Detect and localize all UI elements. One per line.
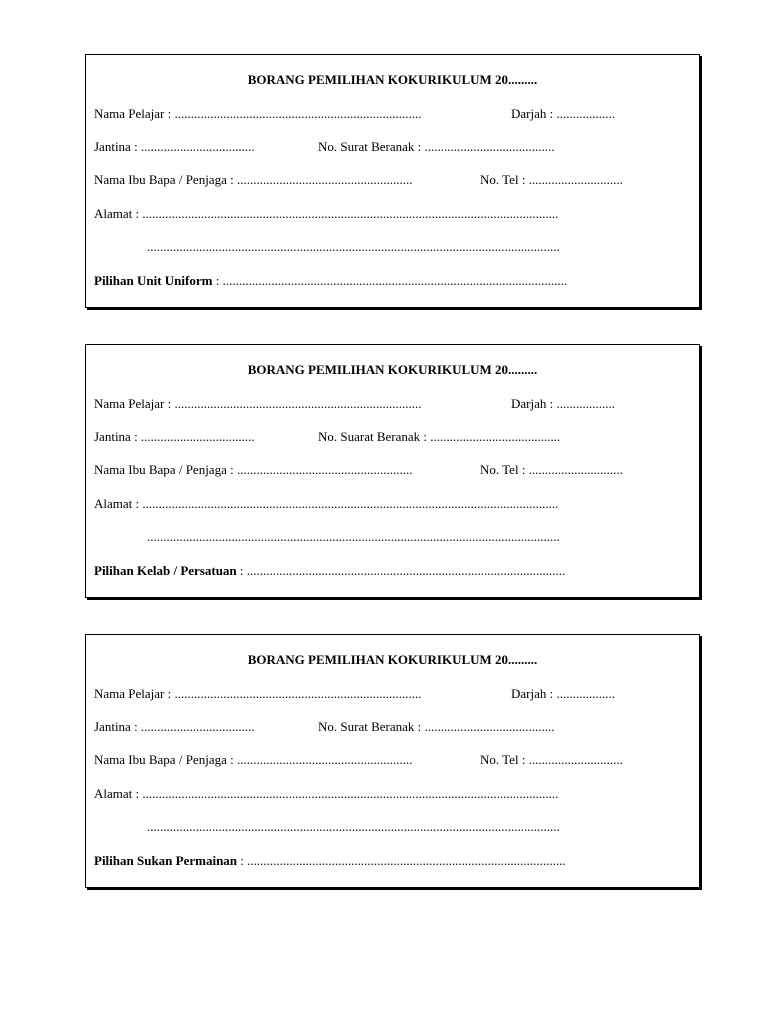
no-tel-field[interactable]: No. Tel : ............................. [480,172,623,187]
no-tel-field[interactable]: No. Tel : ............................. [480,752,623,767]
row-jantina [94,139,691,157]
ibu-bapa-field[interactable]: Nama Ibu Bapa / Penjaga : ...................................................... [94,752,413,767]
row-ibu-bapa [94,172,691,190]
row-nama-pelajar [94,396,691,414]
row-jantina [94,429,691,447]
darjah-field[interactable]: Darjah : .................. [511,396,615,411]
pilihan-line: : .................................................................................................. [237,853,566,868]
row-ibu-bapa [94,752,691,770]
row-pilihan [94,273,691,291]
jantina-field[interactable]: Jantina : ................................... [94,139,255,154]
jantina-field[interactable]: Jantina : ................................... [94,429,255,444]
pilihan-field[interactable] [94,273,567,289]
row-alamat [94,786,691,804]
pilihan-field[interactable] [94,563,565,579]
row-pilihan [94,563,691,581]
ibu-bapa-field[interactable]: Nama Ibu Bapa / Penjaga : ...................................................... [94,172,413,187]
pilihan-line: : .......................................................................................................... [212,273,568,288]
form-kelab-persatuan [85,344,700,598]
row-alamat [94,206,691,224]
pilihan-field[interactable] [94,853,566,869]
pilihan-label: Pilihan Sukan Permainan [94,853,238,868]
form-unit-uniform [85,54,700,308]
alamat-continuation-field[interactable]: ............................................................................................................................... [147,239,560,254]
darjah-field[interactable]: Darjah : .................. [511,106,615,121]
pilihan-line: : .................................................................................................. [236,563,566,578]
pilihan-label: Pilihan Kelab / Persatuan [94,563,237,578]
alamat-field[interactable]: Alamat : ................................................................................................................................ [94,496,559,511]
jantina-field[interactable]: Jantina : ................................... [94,719,255,734]
form-title: BORANG PEMILIHAN KOKURIKULUM 20......... [247,362,538,377]
darjah-field[interactable]: Darjah : .................. [511,686,615,701]
row-jantina [94,719,691,737]
nama-pelajar-field[interactable]: Nama Pelajar : ............................................................................ [94,396,422,411]
no-tel-field[interactable]: No. Tel : ............................. [480,462,623,477]
alamat-field[interactable]: Alamat : ................................................................................................................................ [94,206,559,221]
surat-beranak-field[interactable]: No. Suarat Beranak : ........................................ [318,429,561,444]
ibu-bapa-field[interactable]: Nama Ibu Bapa / Penjaga : ...................................................... [94,462,413,477]
surat-beranak-field[interactable]: No. Surat Beranak : ........................................ [318,719,555,734]
form-title: BORANG PEMILIHAN KOKURIKULUM 20......... [247,72,538,87]
row-alamat-cont [94,529,691,547]
alamat-continuation-field[interactable]: ............................................................................................................................... [147,529,560,544]
pilihan-label: Pilihan Unit Uniform [94,273,213,288]
row-ibu-bapa [94,462,691,480]
nama-pelajar-field[interactable]: Nama Pelajar : ............................................................................ [94,106,422,121]
alamat-continuation-field[interactable]: ............................................................................................................................... [147,819,560,834]
nama-pelajar-field[interactable]: Nama Pelajar : ............................................................................ [94,686,422,701]
row-alamat-cont [94,239,691,257]
alamat-field[interactable]: Alamat : ................................................................................................................................ [94,786,559,801]
row-pilihan [94,853,691,871]
form-sukan-permainan [85,634,700,888]
row-alamat [94,496,691,514]
row-alamat-cont [94,819,691,837]
form-title: BORANG PEMILIHAN KOKURIKULUM 20......... [247,652,538,667]
row-nama-pelajar [94,686,691,704]
row-nama-pelajar [94,106,691,124]
surat-beranak-field[interactable]: No. Surat Beranak : ........................................ [318,139,555,154]
